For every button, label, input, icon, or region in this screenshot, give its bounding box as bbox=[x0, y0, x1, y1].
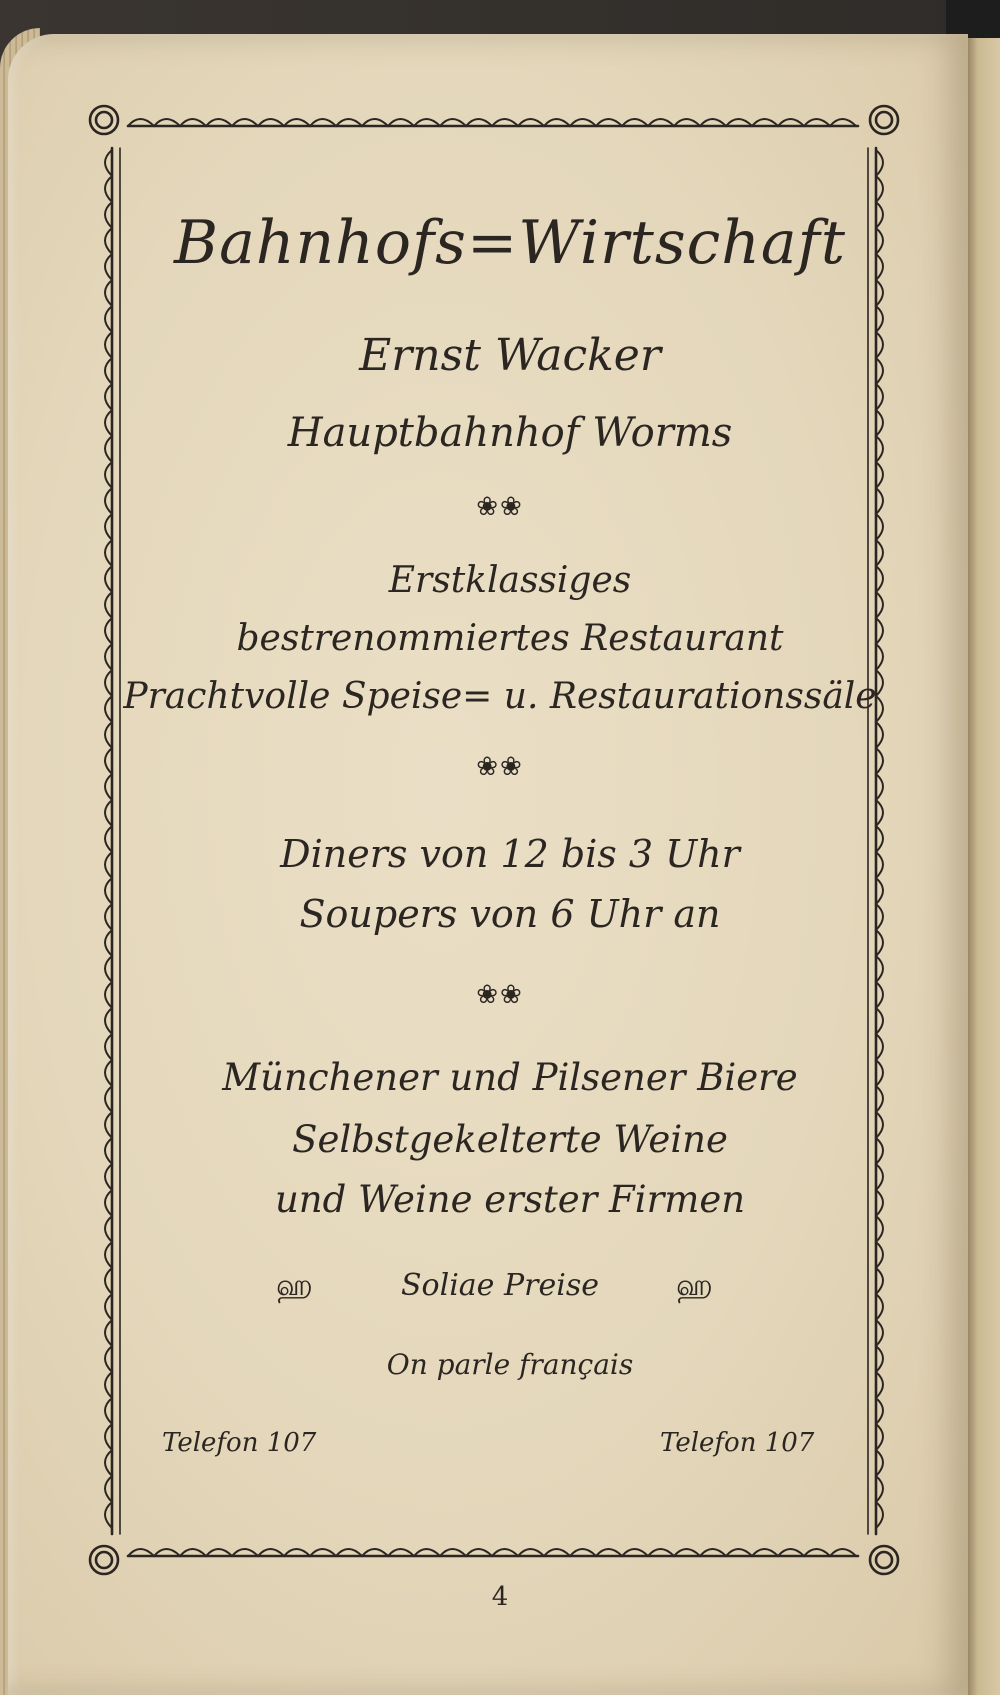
beverage-line: und Weine erster Firmen bbox=[274, 1178, 746, 1221]
description-line: Erstklassiges bbox=[388, 560, 632, 601]
phone-left: Telefon 107 bbox=[162, 1428, 317, 1458]
corner-rosette-tr bbox=[870, 106, 898, 134]
beverage-line: Münchener und Pilsener Biere bbox=[222, 1056, 798, 1099]
owner-name: Ernst Wacker bbox=[359, 330, 661, 381]
language-note: On parle français bbox=[386, 1348, 634, 1381]
phone-right: Telefon 107 bbox=[660, 1428, 815, 1458]
swirl-ornament-icon: ஹ bbox=[276, 1268, 313, 1303]
flower-divider-icon: ❀❀ bbox=[476, 752, 524, 782]
hours-line: Diners von 12 bis 3 Uhr bbox=[280, 832, 740, 876]
corner-rosette-tl bbox=[90, 106, 118, 134]
description-line: bestrenommiertes Restaurant bbox=[236, 618, 784, 659]
beverage-line: Selbstgekelterte Weine bbox=[292, 1118, 728, 1161]
description-line: Prachtvolle Speise= u. Restaurationssäle bbox=[123, 676, 877, 717]
swirl-ornament-icon: ஹ bbox=[676, 1268, 713, 1303]
hours-line: Soupers von 6 Uhr an bbox=[299, 892, 721, 936]
flower-divider-icon: ❀❀ bbox=[476, 980, 524, 1010]
page-number: 4 bbox=[491, 1582, 509, 1612]
location-line: Hauptbahnhof Worms bbox=[287, 410, 733, 456]
page-title: Bahnhofs=Wirtschaft bbox=[174, 208, 846, 278]
corner-rosette-bl bbox=[90, 1546, 118, 1574]
flower-divider-icon: ❀❀ bbox=[476, 492, 524, 522]
prices-line: Soliae Preise bbox=[400, 1268, 599, 1303]
corner-rosette-br bbox=[870, 1546, 898, 1574]
